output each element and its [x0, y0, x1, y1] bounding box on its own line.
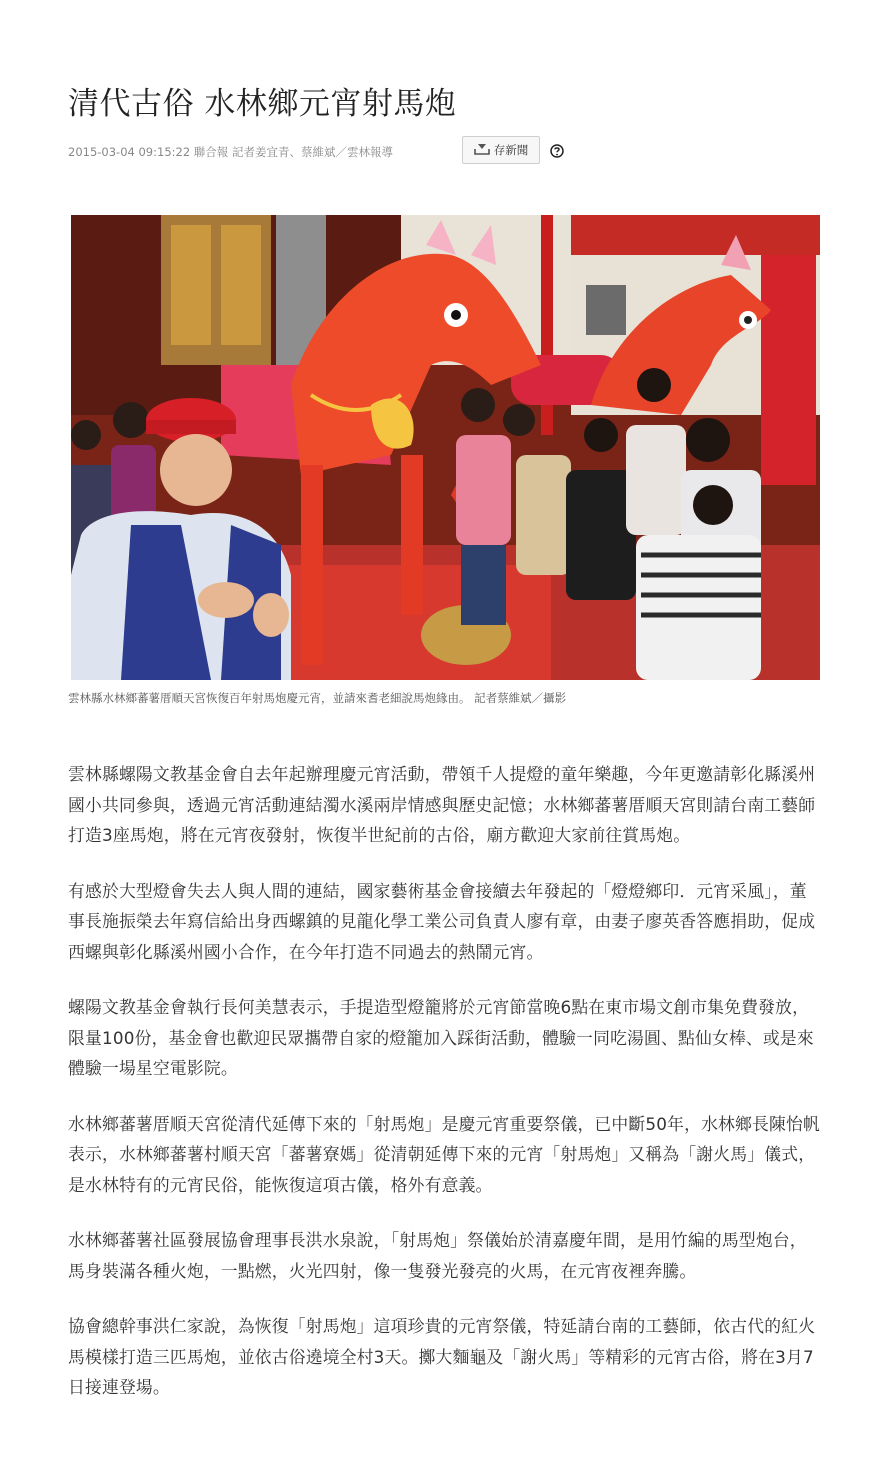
article-paragraph: 水林鄉蕃薯厝順天宮從清代延傳下來的「射馬炮」是慶元宵重要祭儀，已中斷50年，水林鄉長陳怡帆表示，水林鄉蕃薯村順天宮「蕃薯寮媽」從清朝延傳下來的元宵「射馬炮」又稱為「謝火馬」儀式，是水林特有的元宵民俗，能恢復這項古儀，格外有意義。 [68, 1113, 820, 1195]
article-photo [71, 215, 820, 680]
question-circle-icon[interactable] [550, 143, 564, 157]
article-byline: 2015-03-04 09:15:22 聯合報 記者姜宜青、蔡維斌／雲林報導 [68, 145, 393, 159]
article-title: 清代古俗 水林鄉元宵射馬炮 [68, 86, 457, 122]
article-paragraph: 螺陽文教基金會執行長何美慧表示，手提造型燈籠將於元宵節當晚6點在東市場文創市集免費發放，限量100份，基金會也歡迎民眾攜帶自家的燈籠加入踩街活動，體驗一同吃湯圓、點仙女棒、或是來體驗一場星空電影院。 [68, 997, 814, 1078]
save-news-button[interactable] [462, 136, 540, 164]
download-tray-icon [474, 143, 490, 158]
article-body [68, 759, 820, 1428]
article-paragraph: 協會總幹事洪仁家說，為恢復「射馬炮」這項珍貴的元宵祭儀，特延請台南的工藝師，依古代的紅火馬模樣打造三匹馬炮，並依古俗遶境全村3天。擲大麵龜及「謝火馬」等精彩的元宵古俗，將在3月7日接連登場。 [68, 1316, 816, 1397]
article-meta [68, 136, 820, 166]
photo-caption: 雲林縣水林鄉蕃薯厝順天宮恢復百年射馬炮慶元宵，並請來耆老細說馬炮緣由。 記者蔡維斌／攝影 [68, 691, 567, 705]
article-paragraph: 雲林縣螺陽文教基金會自去年起辦理慶元宵活動，帶領千人提燈的童年樂趣，今年更邀請彰化縣溪州國小共同參與，透過元宵活動連結濁水溪兩岸情感與歷史記憶；水林鄉蕃薯厝順天宮則請台南工藝師打造3座馬炮，將在元宵夜發射，恢復半世紀前的古俗，廟方歡迎大家前往賞馬炮。 [68, 764, 816, 845]
article-paragraph: 水林鄉蕃薯社區發展協會理事長洪水泉說，「射馬炮」祭儀始於清嘉慶年間，是用竹編的馬型炮台，馬身裝滿各種火炮，一點燃，火光四射，像一隻發光發亮的火馬，在元宵夜裡奔騰。 [68, 1230, 807, 1281]
save-news-label: 存新聞 [493, 143, 529, 157]
article-paragraph: 有感於大型燈會失去人與人間的連結，國家藝術基金會接續去年發起的「燈燈鄉印．元宵采風」，董事長施振榮去年寫信給出身西螺鎮的見龍化學工業公司負責人廖有章，由妻子廖英香答應捐助，促成西螺與彰化縣溪州國小合作，在今年打造不同過去的熱鬧元宵。 [68, 880, 816, 962]
